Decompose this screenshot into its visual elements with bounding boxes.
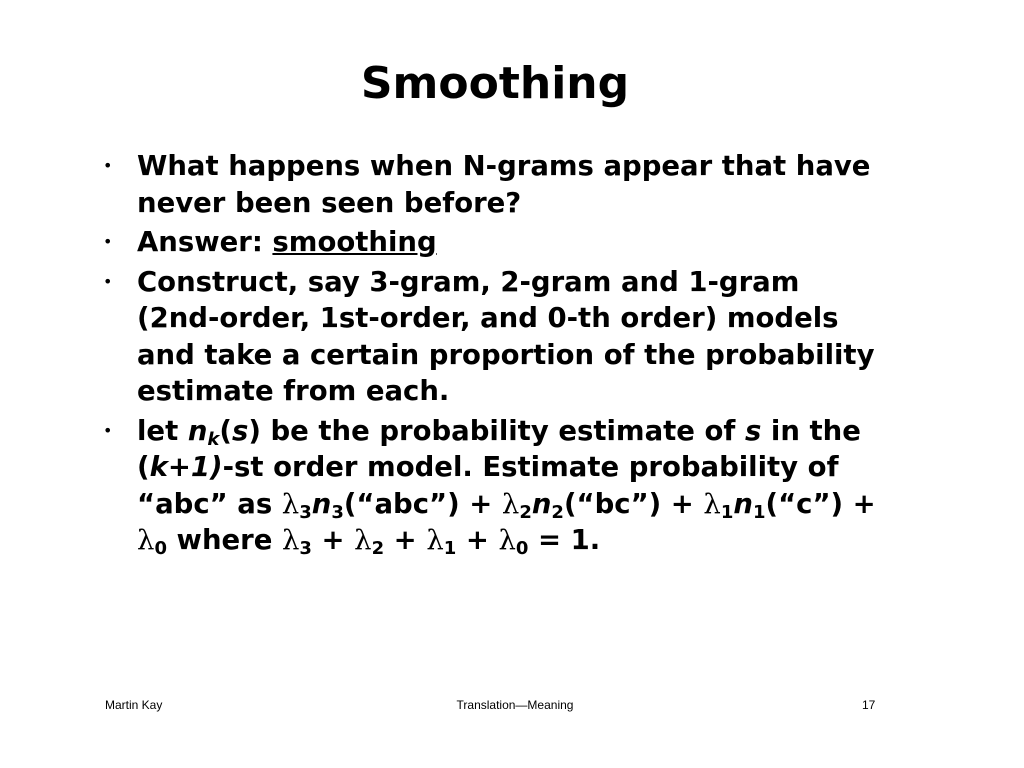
bullet-item-1 (100, 148, 890, 221)
bullet-text: What happens when N-grams appear that have never been seen before? (137, 150, 871, 219)
footer-page-number: 17 (862, 698, 876, 712)
lambda-symbol: λ (281, 487, 300, 520)
sub-3: 3 (331, 501, 344, 523)
footer-author: Martin Kay (105, 698, 163, 712)
sub-1: 1 (752, 501, 766, 523)
bullet-dot-icon: • (103, 420, 113, 440)
text-run: where (166, 524, 282, 556)
smoothing-term: smoothing (272, 226, 437, 258)
bullet-item-2 (100, 224, 890, 261)
sub-3: 3 (299, 501, 312, 523)
lambda-symbol: λ (501, 487, 520, 520)
footer-course: Translation—Meaning (456, 698, 574, 712)
lambda-symbol: λ (137, 524, 155, 556)
text-run: be the probability estimate of (260, 414, 745, 447)
text-run: (“bc”) + (563, 487, 704, 520)
lambda-symbol: λ (498, 524, 516, 556)
var-s: s (231, 414, 249, 447)
var-k-plus-1: k+1) (149, 451, 223, 483)
text-run: + (311, 524, 355, 556)
bullet-dot-icon: • (103, 271, 113, 291)
sub-0: 0 (154, 538, 167, 559)
var-n: n (187, 414, 208, 447)
sub-k: k (207, 428, 220, 450)
text-run: (“abc”) + (343, 487, 502, 520)
text-run: = 1. (528, 524, 601, 556)
text-run: + (384, 524, 427, 556)
text-run: -st order model. Estimate probability of “abc” as (137, 451, 839, 520)
bullet-text-prefix: Answer: (137, 226, 273, 258)
bullet-item-4 (100, 413, 890, 559)
text-run: ) (248, 414, 261, 447)
text-run: ( (219, 414, 232, 447)
lambda-symbol: λ (703, 487, 721, 520)
sub-1: 1 (720, 501, 734, 523)
var-n: n (531, 487, 552, 520)
text-run: let (137, 414, 188, 447)
bullet-dot-icon: • (103, 156, 113, 175)
lambda-symbol: λ (281, 524, 300, 556)
var-n: n (733, 487, 753, 520)
bullet-item-3 (100, 264, 890, 410)
bullet-list (100, 148, 890, 562)
text-run: (“c”) + (765, 487, 876, 520)
sub-1: 1 (443, 538, 457, 559)
sub-0: 0 (515, 538, 529, 559)
text-run: + (456, 524, 499, 556)
bullet-dot-icon: • (103, 232, 113, 251)
sub-3: 3 (299, 538, 312, 559)
sub-2: 2 (371, 538, 385, 559)
slide-title: Smoothing (360, 58, 630, 109)
sub-2: 2 (551, 501, 564, 523)
lambda-symbol: λ (354, 524, 372, 556)
bullet-text: Construct, say 3-gram, 2-gram and 1-gram (2nd-order, 1st-order, and 0-th order) models and take a certain proportion of the probability estimate from each. (137, 265, 875, 407)
var-s: s (744, 414, 762, 447)
var-n: n (311, 487, 332, 520)
sub-2: 2 (519, 501, 532, 523)
lambda-symbol: λ (426, 524, 444, 556)
text-run: in the ( (137, 414, 861, 483)
